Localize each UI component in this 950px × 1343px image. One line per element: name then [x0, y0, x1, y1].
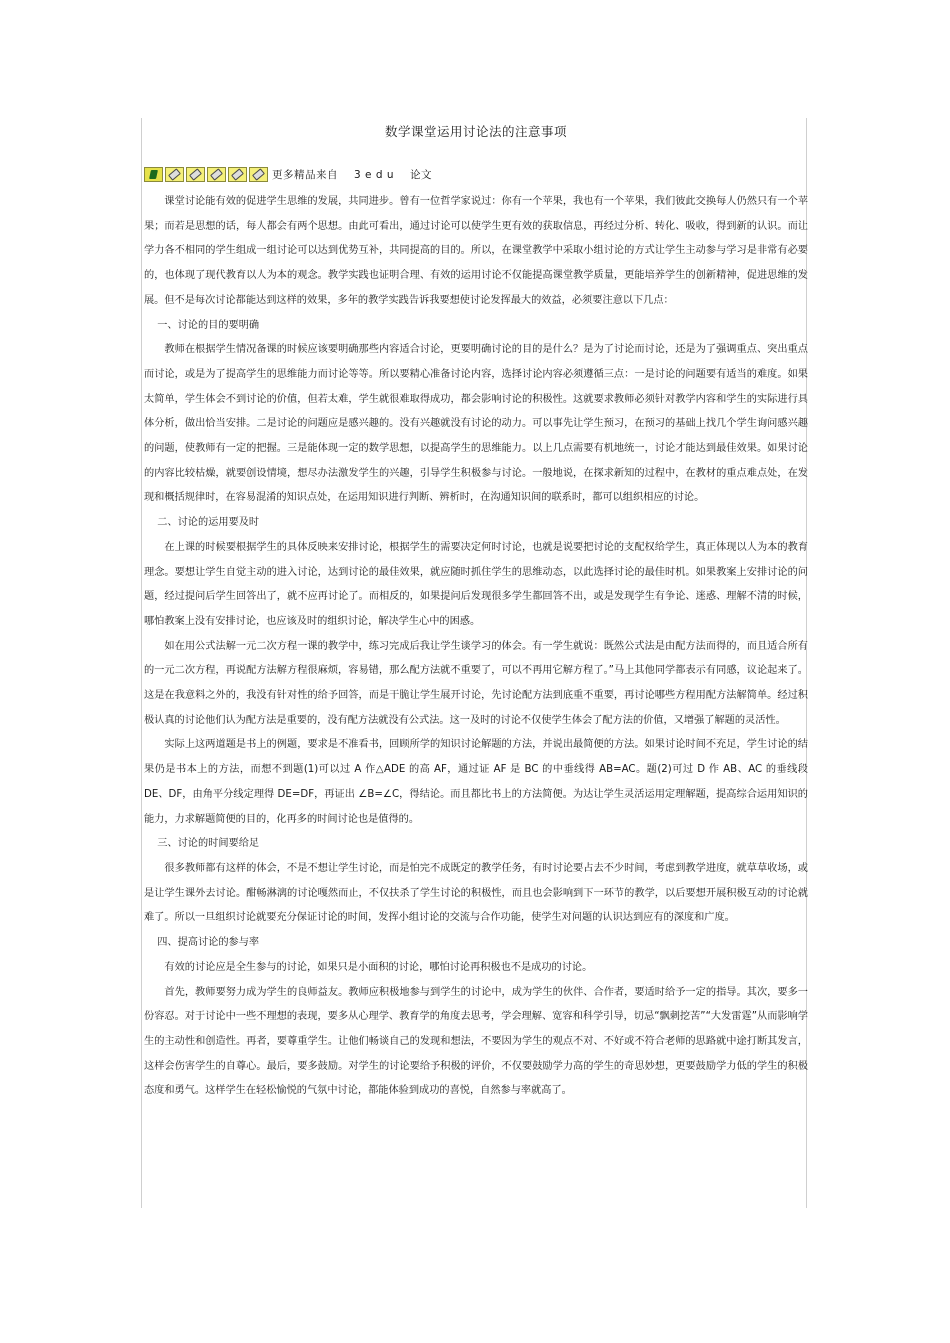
section-heading: 四、提高讨论的参与率 [157, 937, 260, 949]
paragraph: 实际上这两道题是书上的例题，要求是不准看书，回顾所学的知识讨论解题的方法，并说出最简便的方法。如果讨论时间不充足，学生讨论的结果仍是书本上的方法，而想不到题(1)可以过 A 作△ADE 的高 AF，通过证 AF 是 BC 的中垂线得 AB=AC。题(2)可过 D 作 AB、AC 的垂线段 DE、DF，由角平分线定理得 DE=DF，再证出 ∠B=∠C，得结论。而且都比书上的方法简便。为达让学生灵活运用定理解题，提高综合运用知识的能力，力求解题简便的目的，化再多的时间讨论也是值得的。 [144, 739, 808, 825]
source-prefix: 更多精品来自 [272, 168, 338, 181]
document-title: 数学课堂运用讨论法的注意事项 [384, 124, 567, 139]
section-heading: 二、讨论的运用要及时 [157, 517, 260, 529]
paragraph: 很多教师都有这样的体会，不是不想让学生讨论，而是怕完不成既定的教学任务，有时讨论要占去不少时间，考虑到教学进度，就草草收场，或是让学生课外去讨论。酣畅淋漓的讨论嘎然而止，不仅扶杀了学生讨论的积极性，而且也会影响到下一环节的教学，以后要想开展积极互动的讨论就难了。所以一旦组织讨论就要充分保证讨论的时间，发挥小组讨论的交流与合作功能，使学生对问题的认识达到应有的深度和广度。 [144, 862, 808, 924]
pencil-icon[interactable] [207, 167, 226, 182]
pencil-icon[interactable] [249, 167, 268, 182]
paragraph: 如在用公式法解一元二次方程一课的教学中，练习完成后我让学生谈学习的体会。有一学生就说：既然公式法是由配方法而得的，而且适合所有的一元二次方程，再说配方法解方程很麻烦，容易错，那么配方法就不重要了，可以不再用它解方程了。”马上其他同学都表示有同感，议论起来了。这是在我意料之外的，我没有针对性的给予回答，而是干脆让学生展开讨论，先讨论配方法到底重不重要，再讨论哪些方程用配方法解简单。经过积极认真的讨论他们认为配方法是重要的，没有配方法就没有公式法。这一及时的讨论不仅使学生体会了配方法的价值，又增强了解题的灵活性。 [144, 640, 808, 726]
section-heading: 一、讨论的目的要明确 [157, 319, 260, 331]
source-site: 3 e d u [354, 168, 394, 181]
pencil-icon[interactable] [165, 167, 184, 182]
source-line [272, 167, 432, 182]
source-suffix: 论文 [409, 168, 432, 181]
article-body [144, 190, 808, 1104]
green-book-icon[interactable] [144, 167, 163, 182]
pencil-icon[interactable] [186, 167, 205, 182]
paragraph: 教师在根据学生情况备课的时候应该要明确那些内容适合讨论，更要明确讨论的目的是什么？是为了讨论而讨论，还是为了强调重点、突出重点而讨论，或是为了提高学生的思维能力而讨论等等。所以要精心准备讨论内容，选择讨论内容必须遵循三点：一是讨论的问题要有适当的难度。如果太简单，学生体会不到讨论的价值，但若太难，学生就很难取得成功，都会影响讨论的积极性。这就要求教师必须针对教学内容和学生的实际进行具体分析，做出恰当安排。二是讨论的问题应是感兴趣的。没有兴趣就没有讨论的动力。可以事先让学生预习，在预习的基础上找几个学生询问感兴趣的问题，使教师有一定的把握。三是能体现一定的数学思想，以提高学生的思维能力。以上几点需要有机地统一，讨论才能达到最佳效果。如果讨论的内容比较枯燥，就要创设情境，想尽办法激发学生的兴趣，引导学生积极参与讨论。一般地说，在探求新知的过程中，在教材的重点难点处，在发现和概括规律时，在容易混淆的知识点处，在运用知识进行判断、辨析时，在沟通知识间的联系时，都可以组织相应的讨论。 [144, 344, 808, 504]
paragraph: 在上课的时候要根据学生的具体反映来安排讨论，根据学生的需要决定何时讨论，也就是说要把讨论的支配权给学生，真正体现以人为本的教育理念。要想让学生自觉主动的进入讨论，达到讨论的最佳效果，就应随时抓住学生的思维动态，以此选择讨论的最佳时机。如果教案上安排讨论的问题，经过提问后学生回答出了，就不应再讨论了。而相反的，如果提问后发现很多学生都回答不出，或是发现学生有争论、迷惑、理解不清的时候，哪怕教案上没有安排讨论，也应该及时的组织讨论，解决学生心中的困惑。 [144, 541, 808, 627]
paragraph: 有效的讨论应是全生参与的讨论，如果只是小面积的讨论，哪怕讨论再积极也不是成功的讨论。 [164, 961, 593, 973]
section-heading: 三、讨论的时间要给足 [157, 838, 260, 850]
paragraph: 课堂讨论能有效的促进学生思维的发展，共同进步。曾有一位哲学家说过：你有一个苹果，我也有一个苹果，我们彼此交换每人仍然只有一个苹果；而若是思想的话，每人都会有两个思想。由此可看出，通过讨论可以使学生更有效的获取信息，再经过分析、转化、吸收，得到新的认识。而让学力各不相同的学生组成一组讨论可以达到优势互补，共同提高的目的。所以，在课堂教学中采取小组讨论的方式让学生主动参与学习是非常有必要的，也体现了现代教育以人为本的观念。教学实践也证明合理、有效的运用讨论不仅能提高课堂教学质量，更能培养学生的创新精神，促进思维的发展。但不是每次讨论都能达到这样的效果，多年的教学实践告诉我要想使讨论发挥最大的效益，必须要注意以下几点： [144, 196, 808, 306]
paragraph: 首先，教师要努力成为学生的良师益友。教师应积极地参与到学生的讨论中，成为学生的伙伴、合作者，要适时给予一定的指导。其次，要多一份容忍。对于讨论中一些不理想的表现，要多从心理学、教育学的角度去思考，学会理解、宽容和科学引导，切忌“飘刺挖苦”“大发雷霆”从而影响学生的主动性和创造性。再者，要尊重学生。让他们畅谈自己的发现和想法，不要因为学生的观点不对、不好或不符合老师的思路就中途打断其发言，这样会伤害学生的自尊心。最后，要多鼓励。对学生的讨论要给予积极的评价，不仅要鼓励学力高的学生的奇思妙想，更要鼓励学力低的学生的积极态度和勇气。这样学生在轻松愉悦的气氛中讨论，都能体验到成功的喜悦，自然参与率就高了。 [144, 986, 808, 1097]
icon-toolbar [144, 166, 432, 182]
document-page [144, 118, 808, 1097]
page-left-border [141, 118, 142, 1208]
pencil-icon[interactable] [228, 167, 247, 182]
